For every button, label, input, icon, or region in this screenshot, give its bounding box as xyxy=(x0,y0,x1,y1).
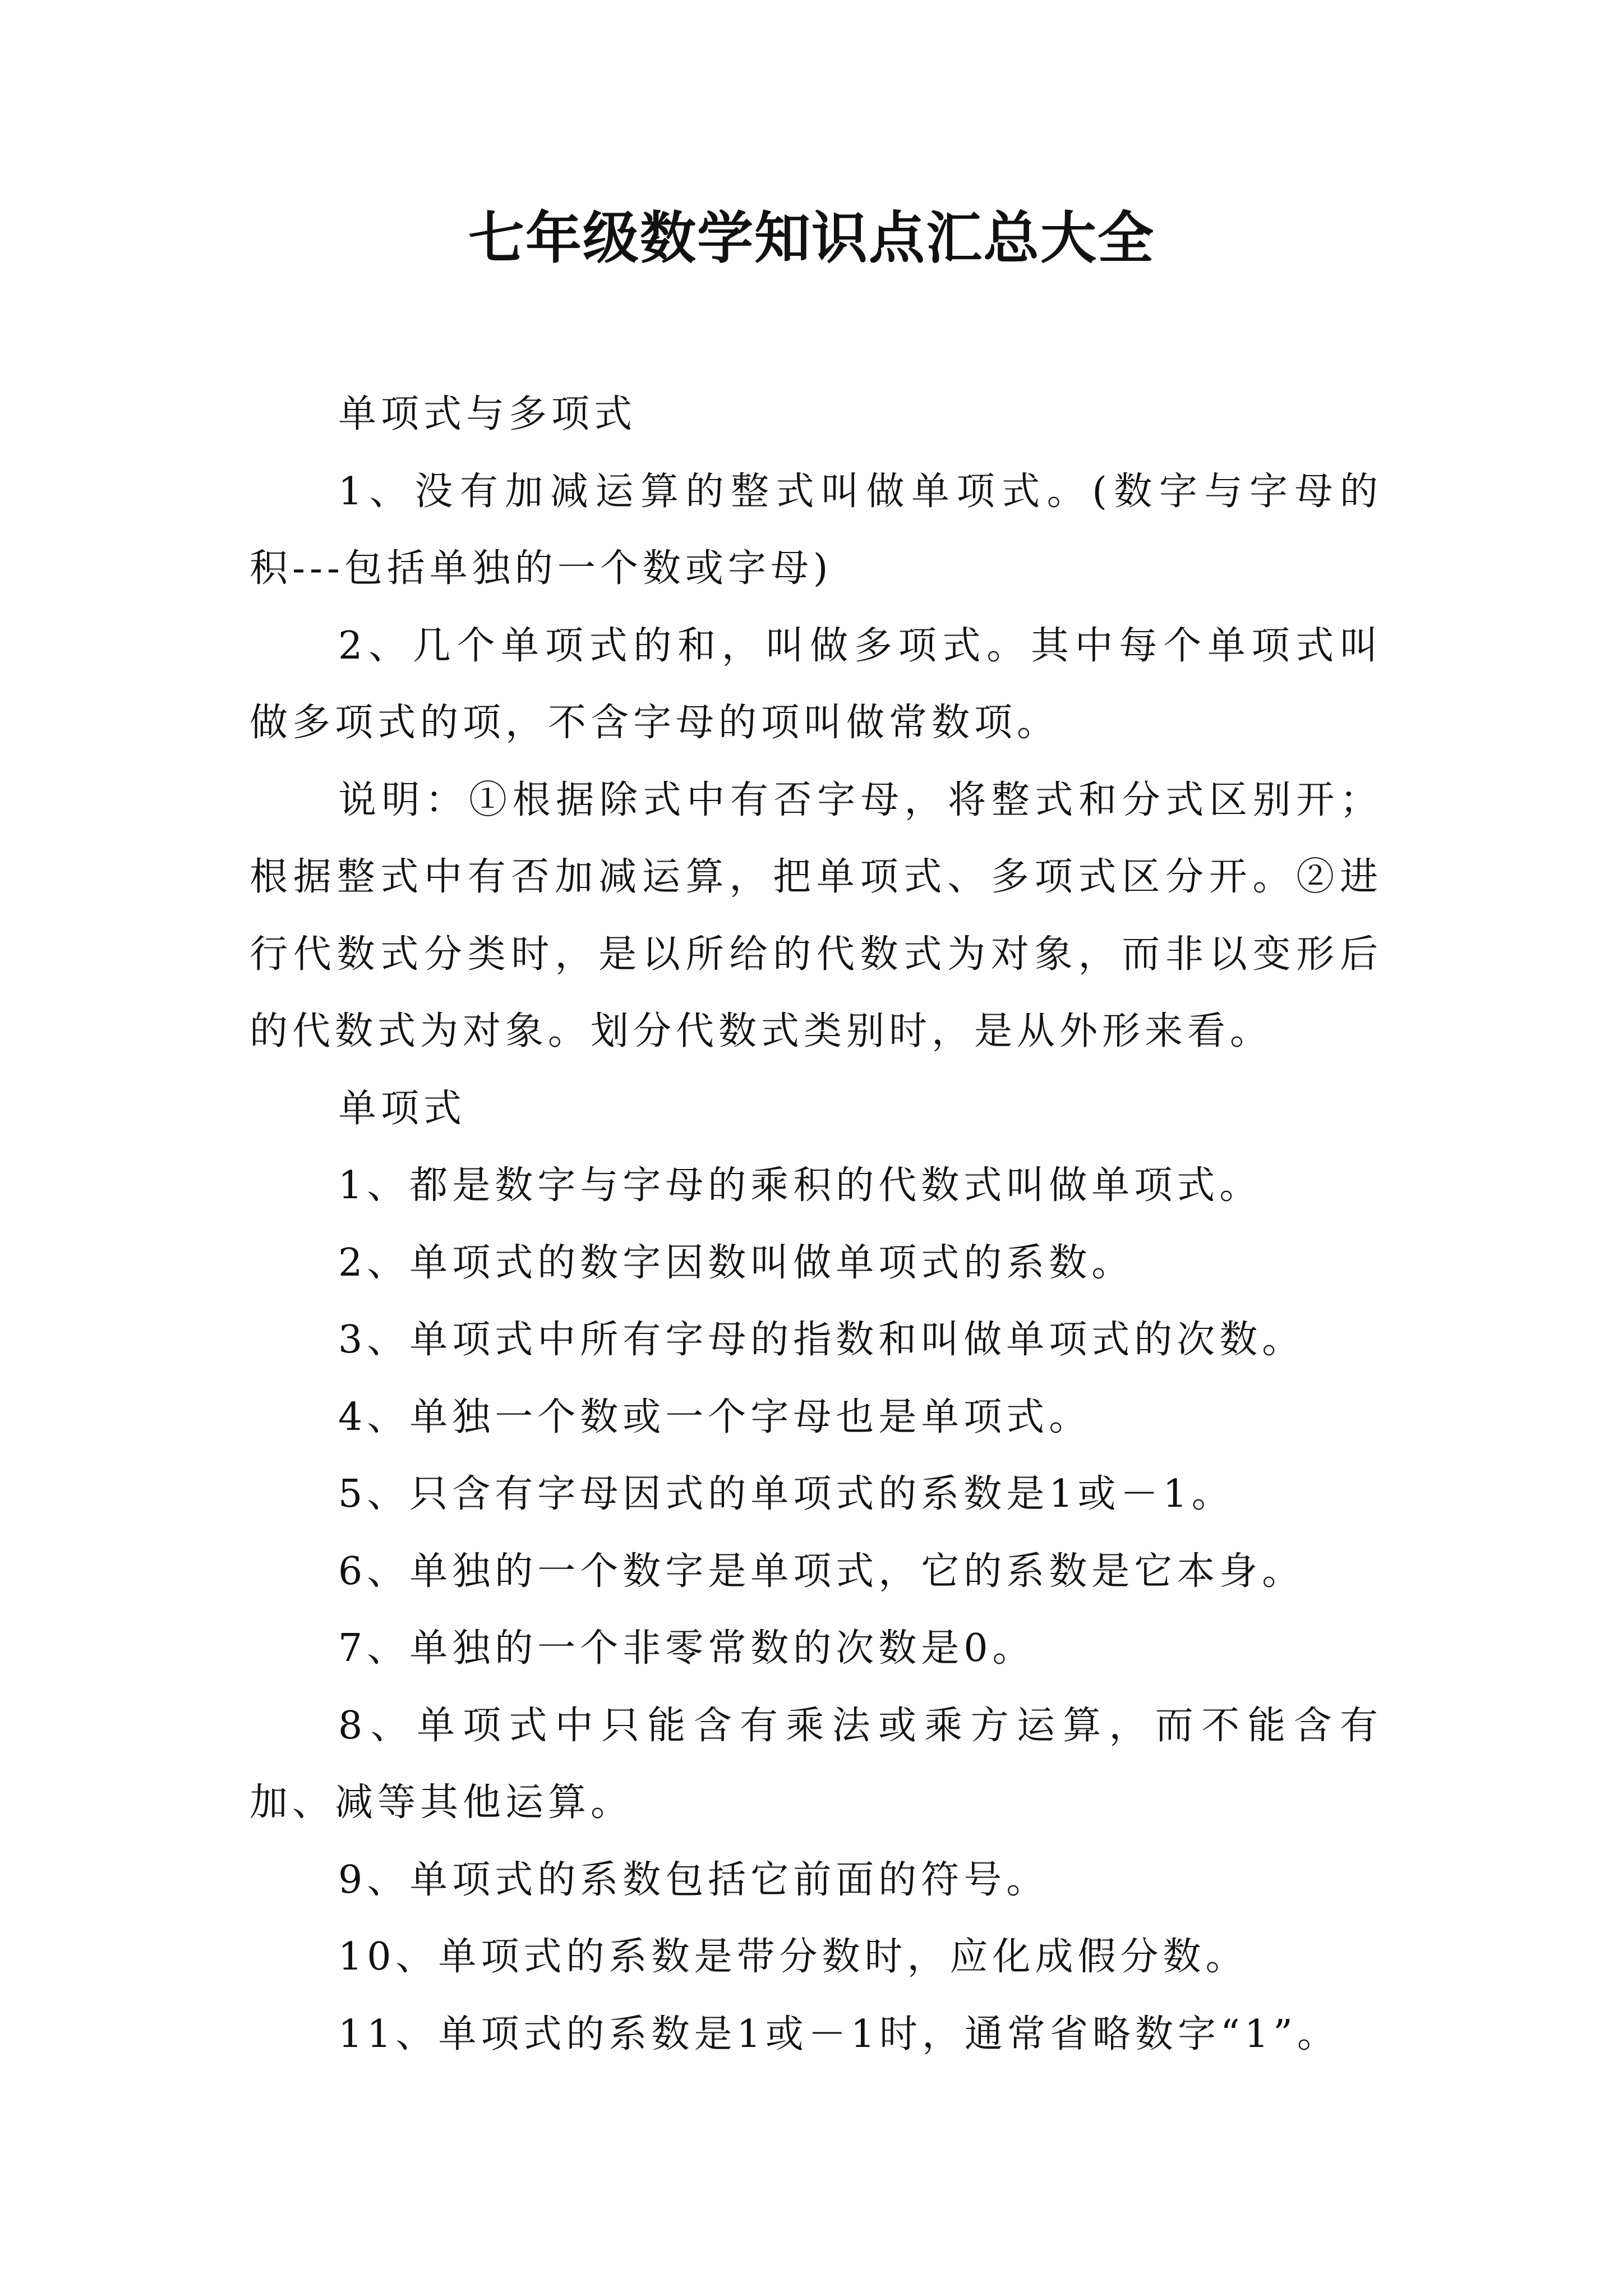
list-item: 7、单独的一个非零常数的次数是0。 xyxy=(338,1626,1035,1671)
list-item: 2、单项式的数字因数叫做单项式的系数。 xyxy=(338,1240,1135,1285)
section-heading-monomial-polynomial: 单项式与多项式 xyxy=(338,392,637,436)
list-item: 9、单项式的系数包括它前面的符号。 xyxy=(338,1857,1049,1902)
note-paragraph: 说明：①根据除式中有否字母，将整式和分式区别开；根据整式中有否加减运算，把单项式、多项式区分开。②进行代数式分类时，是以所给的代数式为对象，而非以变形后的代数式为对象。划分代数式类别时，是从外形来看。 xyxy=(250,777,1382,1053)
list-item: 6、单独的一个数字是单项式，它的系数是它本身。 xyxy=(338,1549,1305,1594)
paragraph: 1、没有加减运算的整式叫做单项式。(数字与字母的积---包括单独的一个数或字母) xyxy=(250,469,1382,591)
list-item: 1、都是数字与字母的乘积的代数式叫做单项式。 xyxy=(338,1163,1262,1208)
list-item: 3、单项式中所有字母的指数和叫做单项式的次数。 xyxy=(338,1318,1305,1362)
list-item: 4、单独一个数或一个字母也是单项式。 xyxy=(338,1395,1092,1439)
list-item: 8、单项式中只能含有乘法或乘方运算，而不能含有加、减等其他运算。 xyxy=(250,1703,1382,1825)
list-item: 10、单项式的系数是带分数时，应化成假分数。 xyxy=(338,1935,1248,1979)
document-body xyxy=(250,376,1382,2073)
section-heading-monomial: 单项式 xyxy=(338,1086,467,1131)
list-item: 11、单项式的系数是1或－1时，通常省略数字“1”。 xyxy=(338,2012,1340,2056)
document-title: 七年级数学知识点汇总大全 xyxy=(468,205,1155,271)
paragraph: 2、几个单项式的和，叫做多项式。其中每个单项式叫做多项式的项，不含字母的项叫做常数项。 xyxy=(250,623,1382,745)
list-item: 5、只含有字母因式的单项式的系数是1或－1。 xyxy=(338,1472,1234,1516)
